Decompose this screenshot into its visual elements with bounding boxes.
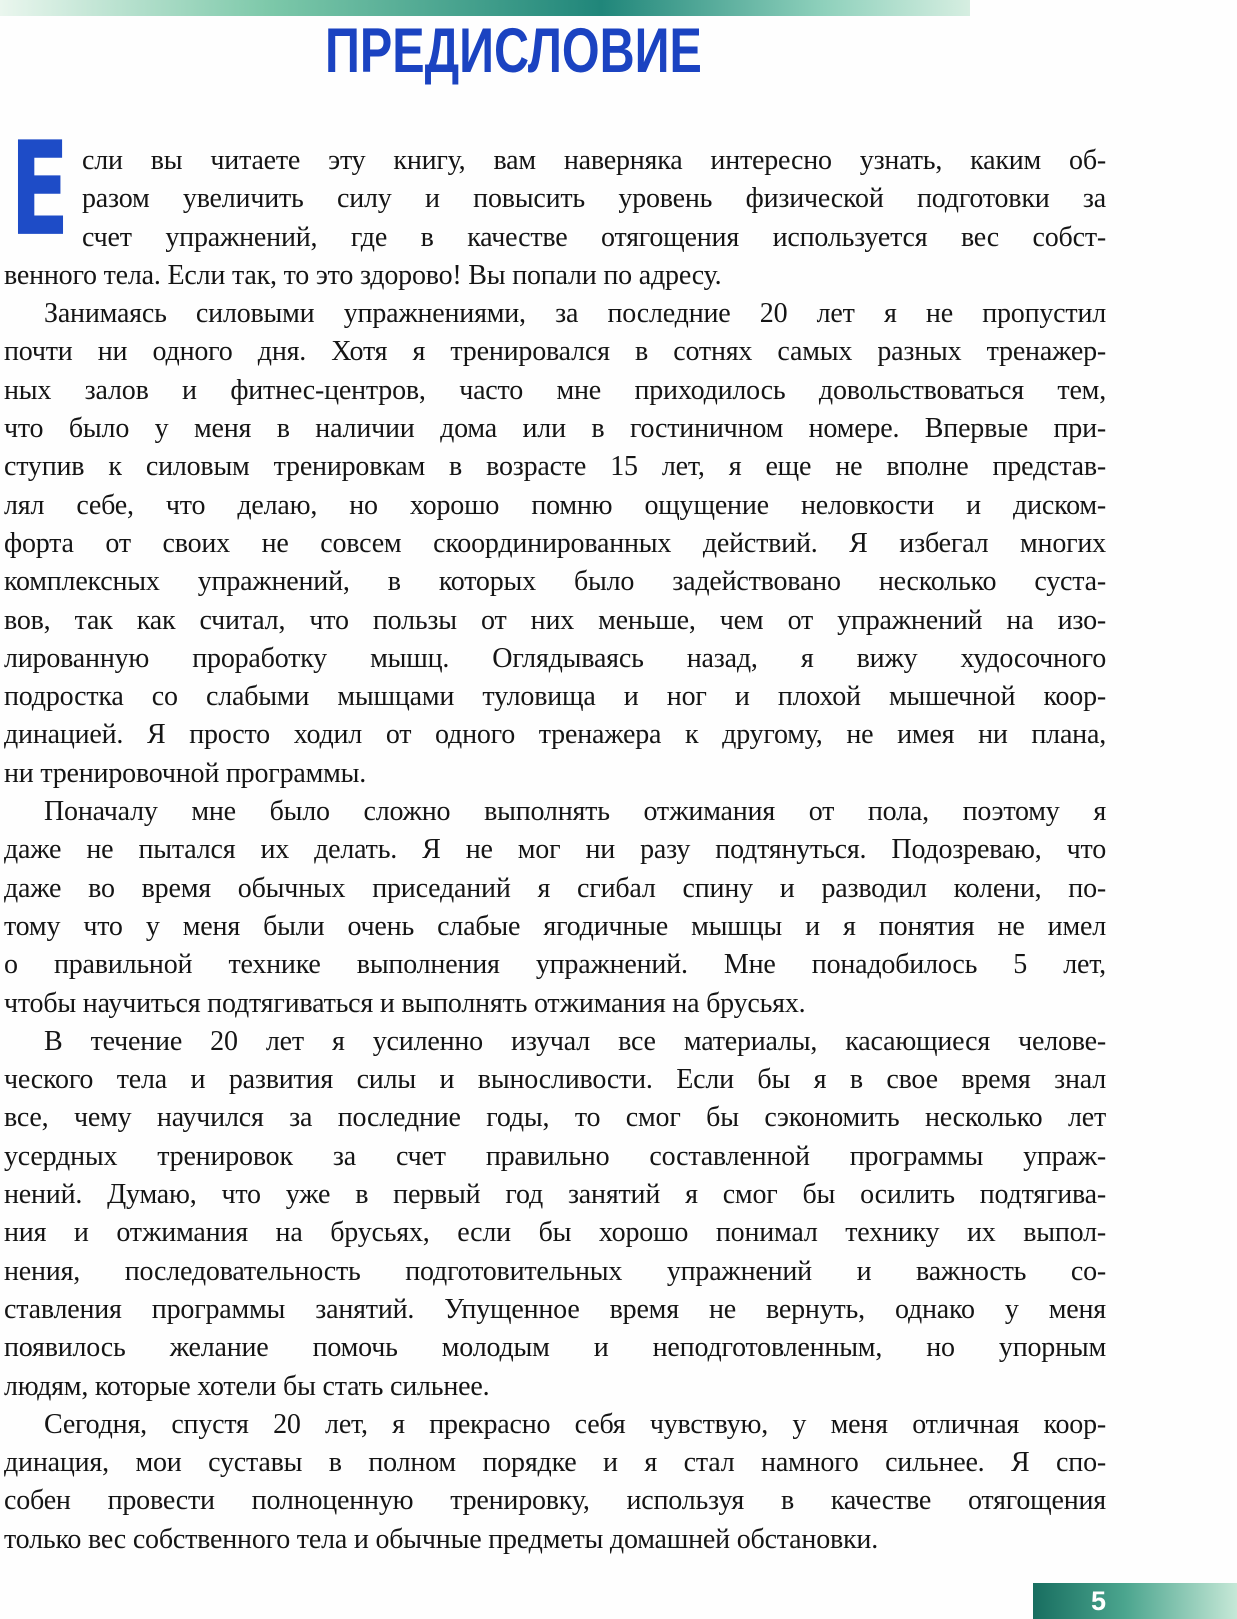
text-line: Поначалу мне было сложно выполнять отжимания от пола, поэтому я xyxy=(44,796,1106,828)
page-number: 5 xyxy=(1091,1586,1107,1616)
text-line: форта от своих не совсем скоординированных действий. Я избегал многих xyxy=(4,527,1106,559)
page-title: ПРЕДИСЛОВИЕ xyxy=(325,16,702,86)
text-line: только вес собственного тела и обычные предметы домашней обстановки. xyxy=(4,1523,879,1555)
text-line: разом увеличить силу и повысить уровень физической подготовки за xyxy=(82,183,1106,215)
text-line: сли вы читаете эту книгу, вам наверняка интересно узнать, каким об- xyxy=(82,145,1106,176)
paragraph xyxy=(4,295,1106,793)
text-line: нений. Думаю, что уже в первый год занятий я смог бы осилить подтягива- xyxy=(4,1179,1106,1211)
paragraph xyxy=(4,1023,1106,1406)
text-line: лял себе, что делаю, но хорошо помню ощущение неловкости и диском- xyxy=(4,489,1106,521)
text-line: подростка со слабыми мышцами туловища и ног и плохой мышечной коор- xyxy=(4,681,1106,713)
text-line: почти ни одного дня. Хотя я тренировался в сотнях самых разных тренажер- xyxy=(4,336,1106,368)
text-line: ния и отжимания на брусьях, если бы хорошо понимал технику их выпол- xyxy=(4,1217,1106,1249)
text-line: ступив к силовым тренировкам в возрасте 15 лет, я еще не вполне представ- xyxy=(4,451,1106,483)
text-line: людям, которые хотели бы стать сильнее. xyxy=(4,1370,490,1402)
text-line: ни тренировочной программы. xyxy=(4,757,367,789)
text-line: вов, так как считал, что пользы от них меньше, чем от упражнений на изо- xyxy=(4,604,1106,636)
text-line: усердных тренировок за счет правильно составленной программы упраж- xyxy=(4,1140,1106,1172)
text-line: нения, последовательность подготовительных упражнений и важность со- xyxy=(4,1255,1106,1287)
text-line: даже во время обычных приседаний я сгибал спину и разводил колени, по- xyxy=(4,872,1106,904)
text-line: В течение 20 лет я усиленно изучал все материалы, касающиеся челове- xyxy=(44,1025,1106,1057)
text-line: лированную проработку мышц. Оглядываясь назад, я вижу худосочного xyxy=(4,642,1106,674)
text-line: появилось желание помочь молодым и неподготовленным, но упорным xyxy=(4,1332,1106,1364)
text-line: счет упражнений, где в качестве отягощения используется вес собст- xyxy=(82,221,1106,253)
paragraphs-container xyxy=(4,113,1106,1559)
text-line: Сегодня, спустя 20 лет, я прекрасно себя чувствую, у меня отличная коор- xyxy=(44,1408,1106,1440)
text-line: собен провести полноценную тренировку, используя в качестве отягощения xyxy=(4,1485,1106,1517)
text-line: венного тела. Если так, то это здорово! Вы попали по адресу. xyxy=(4,259,722,291)
text-line: Занимаясь силовыми упражнениями, за последние 20 лет я не пропустил xyxy=(44,298,1106,330)
text-line: чтобы научиться подтягиваться и выполнять отжимания на брусьях. xyxy=(4,987,806,1019)
text-line: о правильной технике выполнения упражнений. Мне понадобилось 5 лет, xyxy=(4,949,1106,981)
text-line: ных залов и фитнес-центров, часто мне приходилось довольствоваться тем, xyxy=(4,374,1106,406)
paragraph xyxy=(4,1406,1106,1559)
top-accent-bar xyxy=(0,0,970,16)
text-line: даже не пытался их делать. Я не мог ни разу подтянуться. Подозреваю, что xyxy=(4,834,1106,866)
text-line: комплексных упражнений, в которых было задействовано несколько суста- xyxy=(4,566,1106,598)
text-line: ставления программы занятий. Упущенное время не вернуть, однако у меня xyxy=(4,1293,1106,1325)
text-line: динация, мои суставы в полном порядке и я стал намного сильнее. Я спо- xyxy=(4,1447,1106,1479)
paragraph xyxy=(4,793,1106,1023)
paragraph xyxy=(4,113,1106,295)
page-number-bar xyxy=(1033,1583,1237,1619)
text-line: динацией. Я просто ходил от одного тренажера к другому, не имея ни плана, xyxy=(4,719,1106,751)
text-line: что было у меня в наличии дома или в гостиничном номере. Впервые при- xyxy=(4,413,1106,445)
text-line: ческого тела и развития силы и выносливости. Если бы я в свое время знал xyxy=(4,1064,1106,1096)
drop-cap: Е xyxy=(10,113,70,265)
text-line: тому что у меня были очень слабые ягодичные мышцы и я понятия не имел xyxy=(4,910,1106,942)
preface-text xyxy=(4,113,1106,1559)
text-line: все, чему научился за последние годы, то смог бы сэкономить несколько лет xyxy=(4,1102,1106,1134)
